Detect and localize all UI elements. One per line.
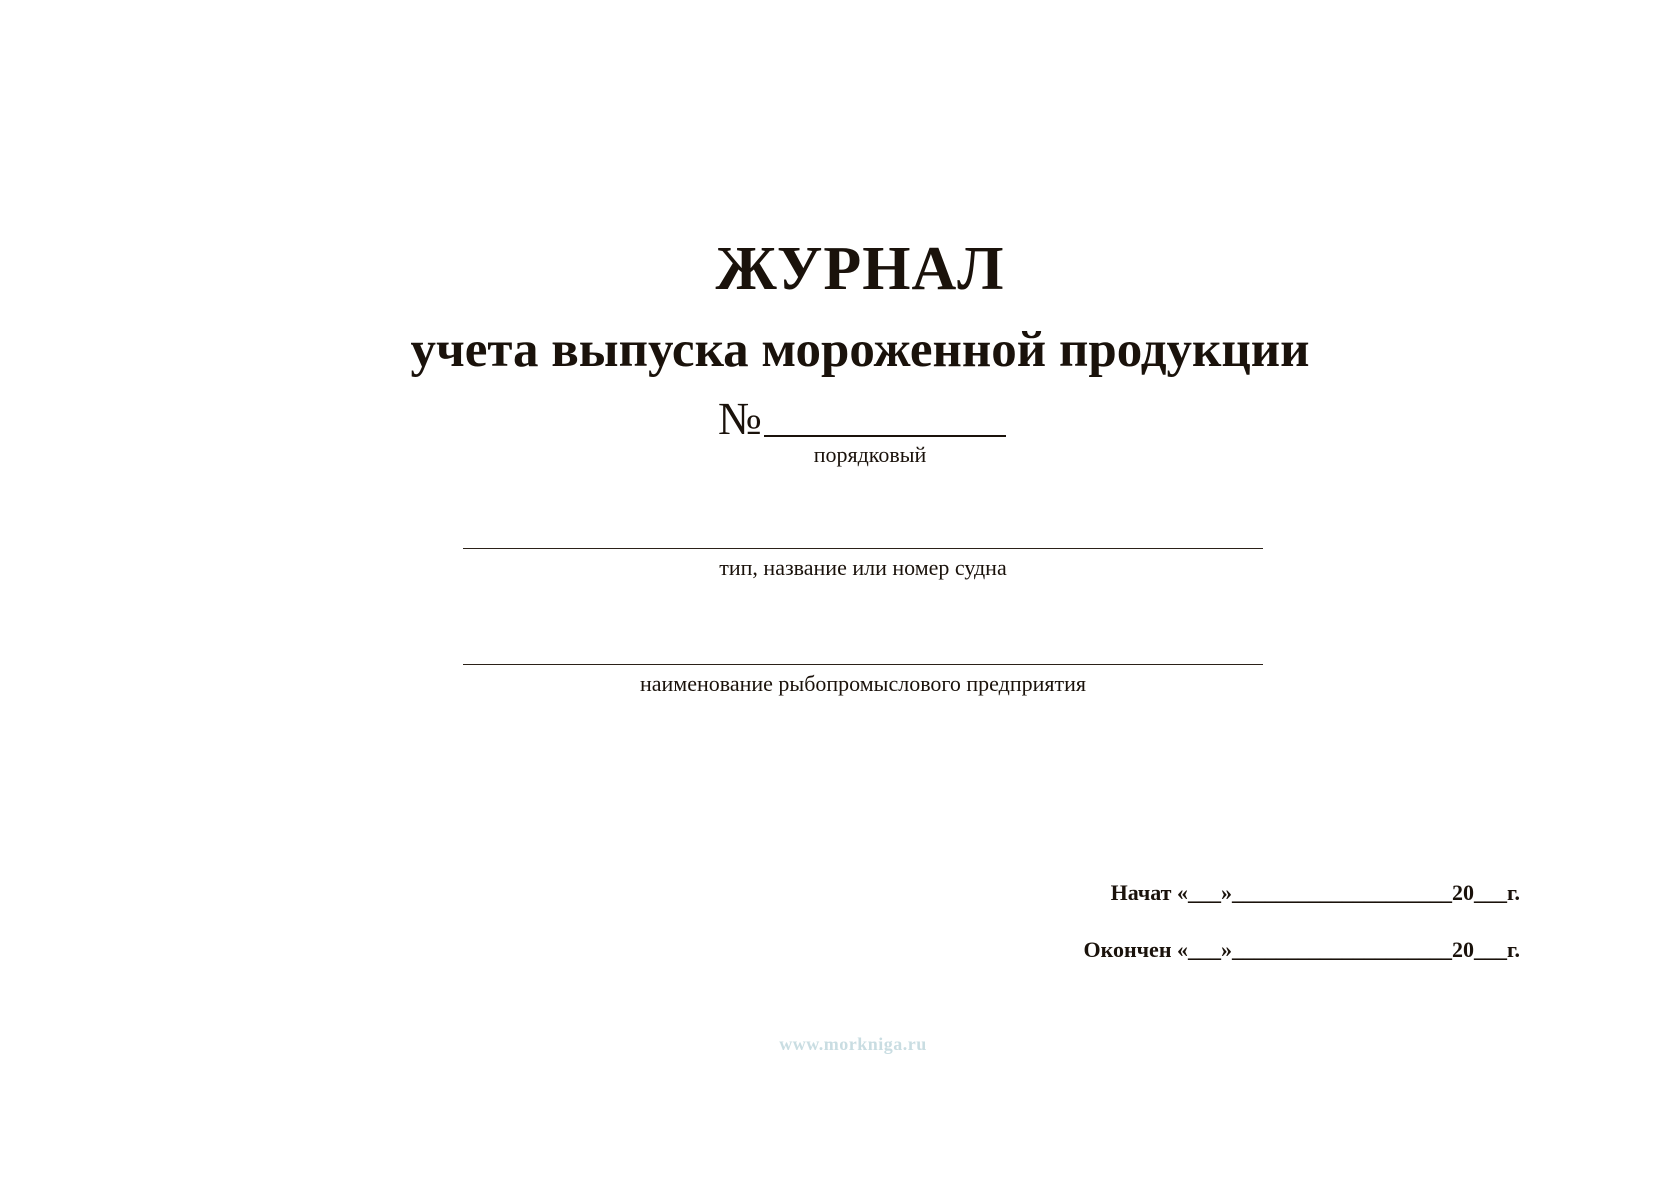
enterprise-caption: наименование рыбопромыслового предприятия bbox=[639, 671, 1087, 696]
number-sign: № bbox=[718, 393, 762, 444]
serial-number-field bbox=[718, 392, 1006, 442]
end-date-field: Окончен «___»____________________20___г. bbox=[1083, 937, 1520, 962]
enterprise-blank-line bbox=[463, 664, 1263, 665]
serial-number-caption: порядковый bbox=[813, 442, 927, 467]
start-date-field: Начат «___»____________________20___г. bbox=[1110, 880, 1520, 905]
serial-number-blank-line bbox=[764, 435, 1006, 437]
vessel-caption: тип, название или номер судна bbox=[719, 555, 1007, 580]
document-subtitle: учета выпуска мороженной продукции bbox=[410, 322, 1310, 378]
document-title: ЖУРНАЛ bbox=[715, 235, 1005, 303]
vessel-blank-line bbox=[463, 548, 1263, 549]
website-watermark: www.morkniga.ru bbox=[779, 1034, 927, 1054]
